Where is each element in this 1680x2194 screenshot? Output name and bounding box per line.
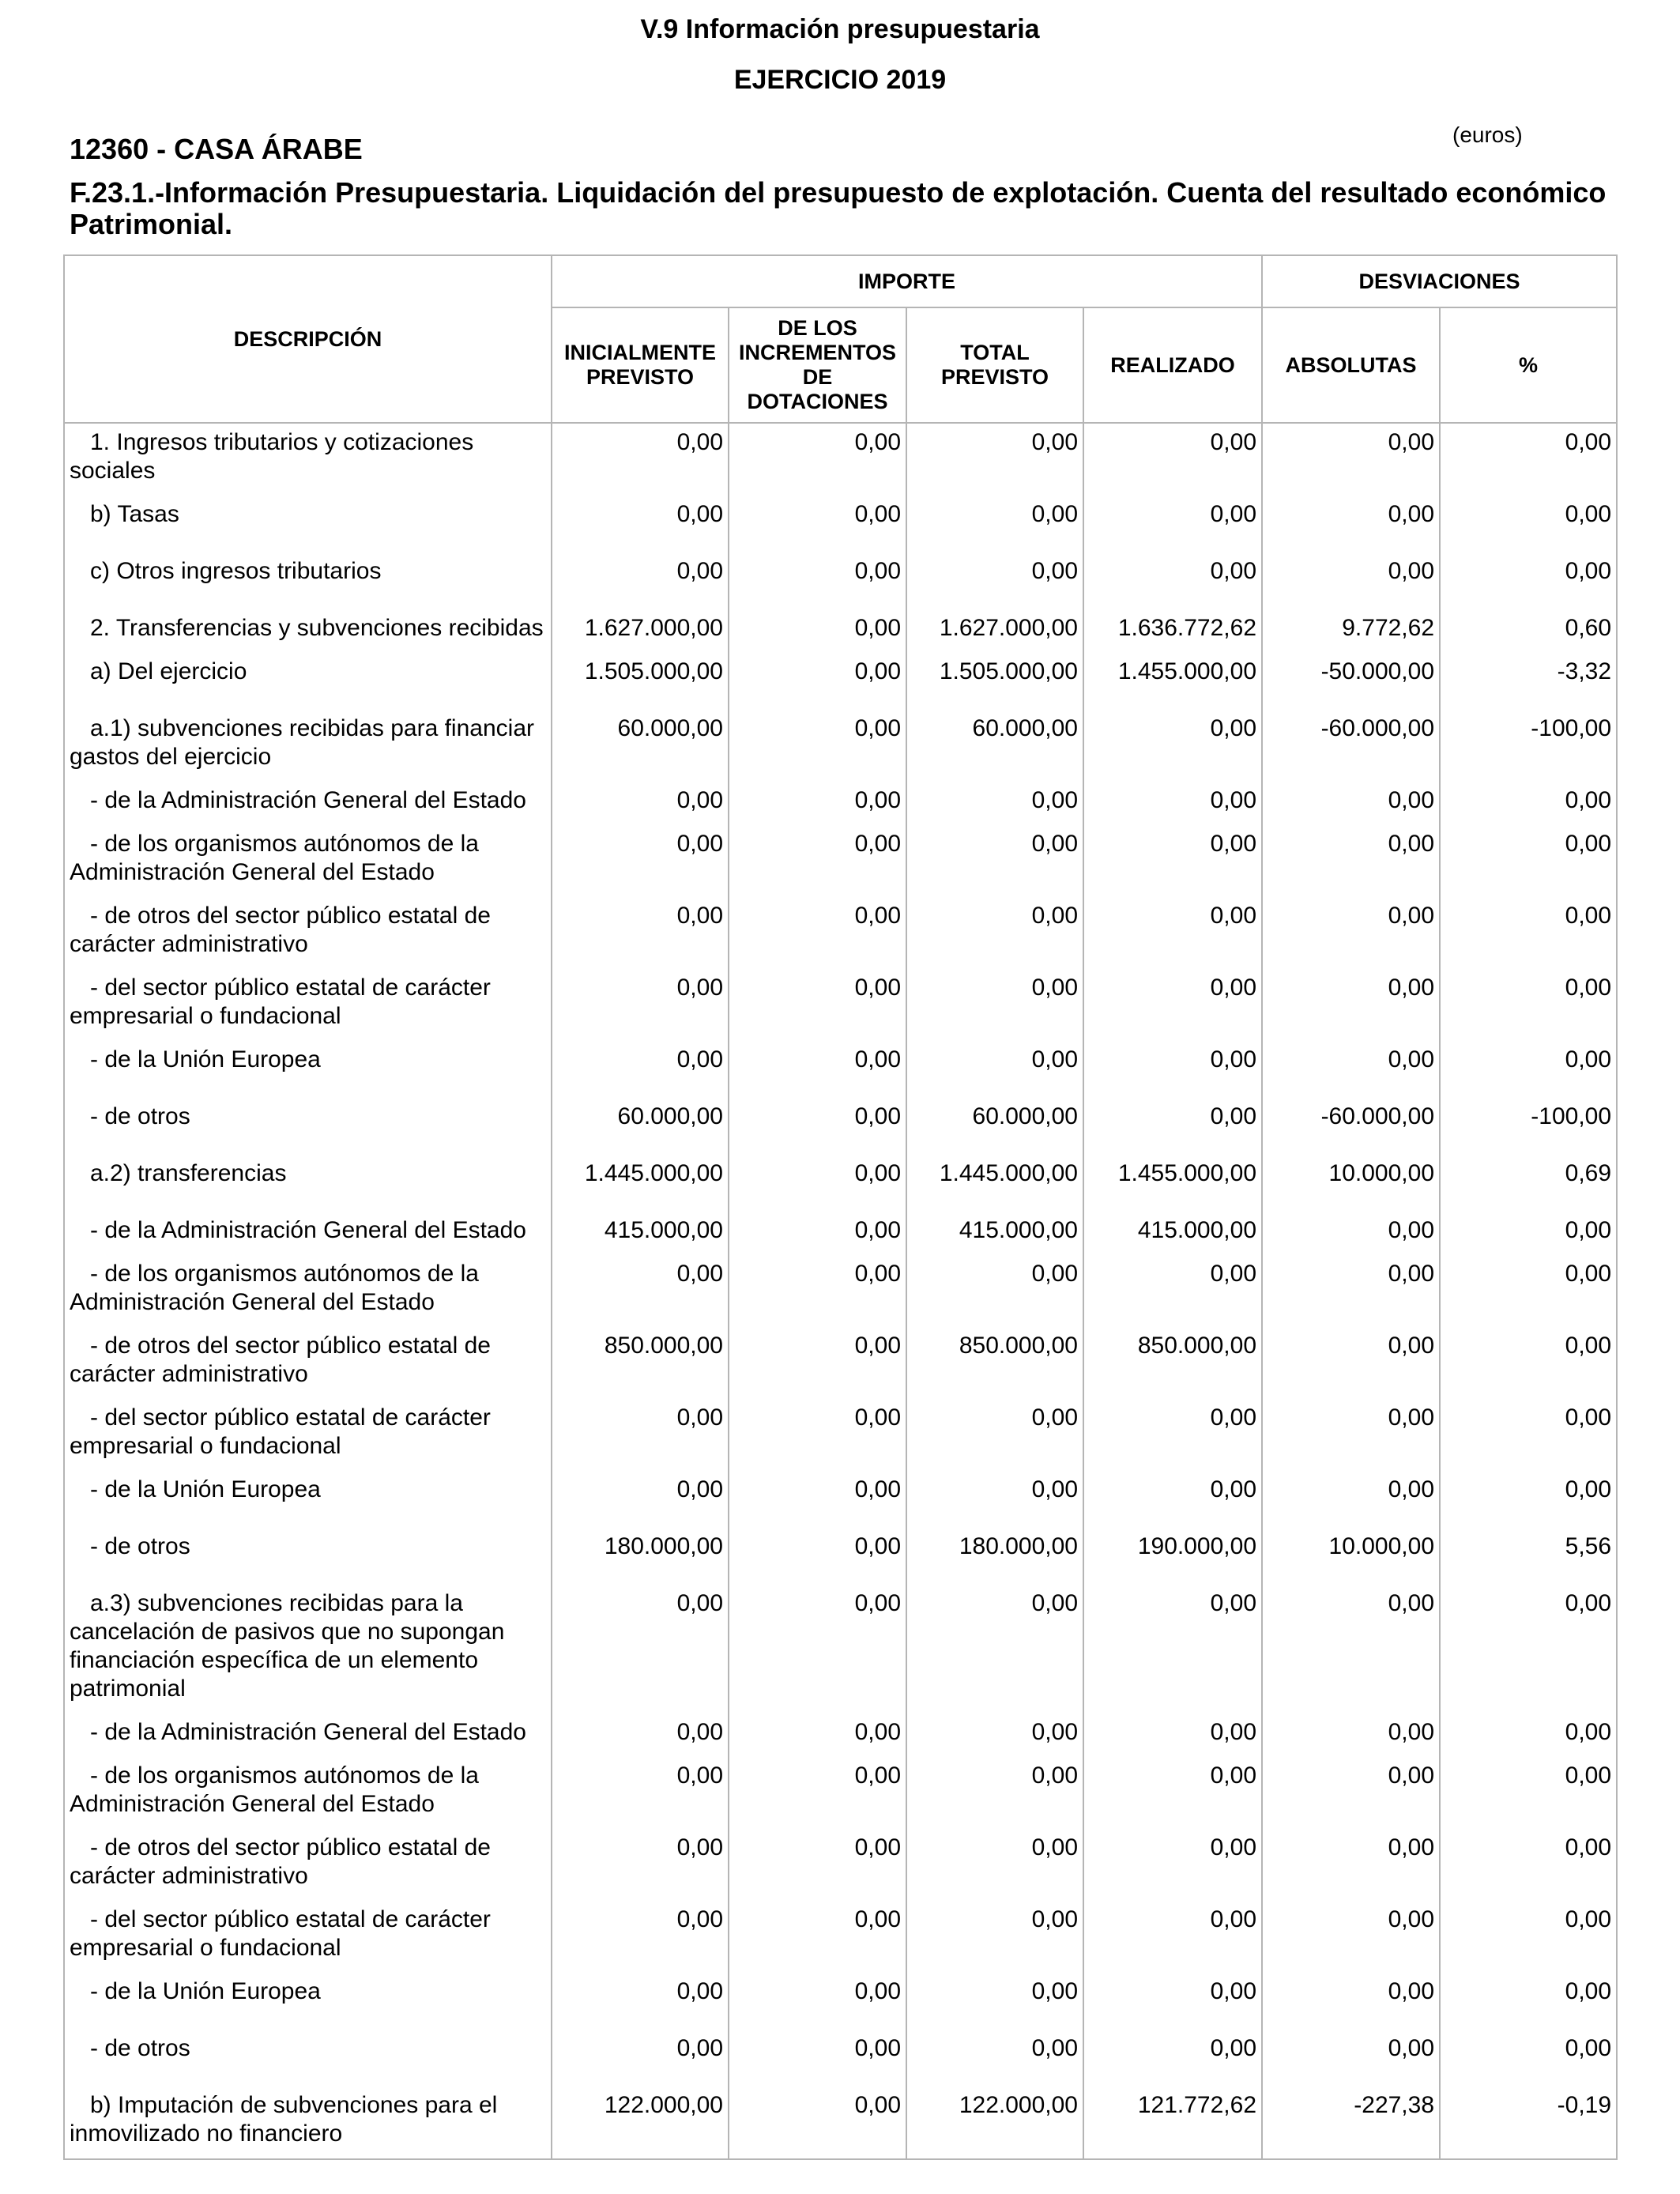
row-description: 2. Transferencias y subvenciones recibidas — [64, 609, 552, 653]
cell-total-previsto: 0,00 — [906, 1399, 1083, 1471]
row-description: c) Otros ingresos tributarios — [64, 552, 552, 609]
cell-realizado: 0,00 — [1083, 897, 1262, 969]
cell-incrementos-dotaciones: 0,00 — [729, 1212, 906, 1255]
cell-incrementos-dotaciones: 0,00 — [729, 1528, 906, 1585]
cell-incrementos-dotaciones: 0,00 — [729, 969, 906, 1041]
cell-incrementos-dotaciones: 0,00 — [729, 1901, 906, 1973]
cell-realizado: 0,00 — [1083, 1471, 1262, 1528]
group-header-desviaciones: DESVIACIONES — [1262, 255, 1617, 307]
cell-total-previsto: 60.000,00 — [906, 710, 1083, 782]
cell-absolutas: 0,00 — [1262, 1829, 1440, 1901]
cell-percent: 0,00 — [1440, 1585, 1617, 1713]
cell-percent: -100,00 — [1440, 710, 1617, 782]
cell-total-previsto: 60.000,00 — [906, 1098, 1083, 1155]
table-row — [64, 496, 1617, 552]
currency-units-label: (euros) — [1452, 123, 1523, 147]
cell-percent: 0,00 — [1440, 782, 1617, 825]
row-description: - de otros del sector público estatal de carácter administrativo — [64, 897, 552, 969]
row-description: - del sector público estatal de carácter empresarial o fundacional — [64, 969, 552, 1041]
cell-inicialmente-previsto: 0,00 — [552, 1585, 729, 1713]
cell-realizado: 850.000,00 — [1083, 1327, 1262, 1399]
cell-total-previsto: 1.505.000,00 — [906, 653, 1083, 710]
cell-absolutas: 0,00 — [1262, 2030, 1440, 2087]
cell-realizado: 0,00 — [1083, 1713, 1262, 1757]
cell-inicialmente-previsto: 0,00 — [552, 1471, 729, 1528]
cell-total-previsto: 0,00 — [906, 2030, 1083, 2087]
cell-realizado: 0,00 — [1083, 969, 1262, 1041]
table-row — [64, 1471, 1617, 1528]
cell-realizado: 0,00 — [1083, 423, 1262, 496]
cell-inicialmente-previsto: 0,00 — [552, 552, 729, 609]
cell-percent: 0,60 — [1440, 609, 1617, 653]
cell-percent: 0,00 — [1440, 897, 1617, 969]
row-description: - de la Unión Europea — [64, 1471, 552, 1528]
cell-inicialmente-previsto: 850.000,00 — [552, 1327, 729, 1399]
cell-incrementos-dotaciones: 0,00 — [729, 423, 906, 496]
cell-realizado: 1.455.000,00 — [1083, 1155, 1262, 1212]
cell-total-previsto: 0,00 — [906, 825, 1083, 897]
cell-incrementos-dotaciones: 0,00 — [729, 1585, 906, 1713]
cell-percent: 0,00 — [1440, 1713, 1617, 1757]
cell-percent: 0,00 — [1440, 969, 1617, 1041]
cell-inicialmente-previsto: 0,00 — [552, 1829, 729, 1901]
cell-inicialmente-previsto: 0,00 — [552, 897, 729, 969]
cell-inicialmente-previsto: 0,00 — [552, 2030, 729, 2087]
table-row — [64, 2087, 1617, 2159]
cell-total-previsto: 0,00 — [906, 782, 1083, 825]
table-row — [64, 1973, 1617, 2030]
cell-realizado: 415.000,00 — [1083, 1212, 1262, 1255]
row-description: - de la Administración General del Estado — [64, 1713, 552, 1757]
cell-absolutas: 9.772,62 — [1262, 609, 1440, 653]
column-header-incrementos-dotaciones: DE LOS INCREMENTOS DE DOTACIONES — [729, 307, 906, 423]
cell-realizado: 1.636.772,62 — [1083, 609, 1262, 653]
cell-percent: 0,00 — [1440, 1757, 1617, 1829]
table-row — [64, 1901, 1617, 1973]
cell-total-previsto: 0,00 — [906, 897, 1083, 969]
cell-realizado: 0,00 — [1083, 1399, 1262, 1471]
cell-total-previsto: 1.445.000,00 — [906, 1155, 1083, 1212]
cell-absolutas: 0,00 — [1262, 552, 1440, 609]
cell-realizado: 0,00 — [1083, 825, 1262, 897]
cell-inicialmente-previsto: 1.505.000,00 — [552, 653, 729, 710]
cell-realizado: 0,00 — [1083, 1829, 1262, 1901]
cell-percent: 0,00 — [1440, 1212, 1617, 1255]
cell-absolutas: -60.000,00 — [1262, 1098, 1440, 1155]
table-row — [64, 897, 1617, 969]
table-row — [64, 1255, 1617, 1327]
cell-total-previsto: 0,00 — [906, 1901, 1083, 1973]
cell-incrementos-dotaciones: 0,00 — [729, 1155, 906, 1212]
cell-percent: 0,00 — [1440, 1399, 1617, 1471]
cell-percent: 0,00 — [1440, 2030, 1617, 2087]
row-description: a.3) subvenciones recibidas para la cancelación de pasivos que no supongan financiación específica de un elemento patrimonial — [64, 1585, 552, 1713]
cell-incrementos-dotaciones: 0,00 — [729, 2087, 906, 2159]
table-row — [64, 609, 1617, 653]
cell-total-previsto: 0,00 — [906, 1471, 1083, 1528]
cell-absolutas: 0,00 — [1262, 825, 1440, 897]
row-description: a.1) subvenciones recibidas para financiar gastos del ejercicio — [64, 710, 552, 782]
row-description: - de la Unión Europea — [64, 1973, 552, 2030]
report-subtitle: F.23.1.-Información Presupuestaria. Liquidación del presupuesto de explotación. Cuenta del resultado económico Patrimonial. — [70, 176, 1607, 240]
cell-percent: 5,56 — [1440, 1528, 1617, 1585]
table-row — [64, 423, 1617, 496]
cell-inicialmente-previsto: 0,00 — [552, 782, 729, 825]
cell-inicialmente-previsto: 1.445.000,00 — [552, 1155, 729, 1212]
table-row — [64, 1713, 1617, 1757]
cell-inicialmente-previsto: 0,00 — [552, 1713, 729, 1757]
entity-heading: 12360 - CASA ÁRABE — [70, 133, 363, 165]
table-row — [64, 1155, 1617, 1212]
table-row — [64, 710, 1617, 782]
cell-inicialmente-previsto: 0,00 — [552, 423, 729, 496]
cell-absolutas: 10.000,00 — [1262, 1528, 1440, 1585]
row-description: - de los organismos autónomos de la Administración General del Estado — [64, 1757, 552, 1829]
cell-incrementos-dotaciones: 0,00 — [729, 782, 906, 825]
cell-incrementos-dotaciones: 0,00 — [729, 897, 906, 969]
cell-realizado: 0,00 — [1083, 496, 1262, 552]
cell-inicialmente-previsto: 0,00 — [552, 1041, 729, 1098]
cell-absolutas: 0,00 — [1262, 1471, 1440, 1528]
row-description: - de los organismos autónomos de la Administración General del Estado — [64, 825, 552, 897]
cell-realizado: 0,00 — [1083, 1041, 1262, 1098]
column-header-total-previsto: TOTAL PREVISTO — [906, 307, 1083, 423]
cell-absolutas: 0,00 — [1262, 969, 1440, 1041]
cell-absolutas: 0,00 — [1262, 423, 1440, 496]
cell-total-previsto: 0,00 — [906, 1255, 1083, 1327]
document-title: V.9 Información presupuestaria — [640, 14, 1040, 44]
cell-absolutas: 0,00 — [1262, 1973, 1440, 2030]
table-row — [64, 2030, 1617, 2087]
cell-incrementos-dotaciones: 0,00 — [729, 710, 906, 782]
cell-inicialmente-previsto: 0,00 — [552, 969, 729, 1041]
cell-total-previsto: 0,00 — [906, 1757, 1083, 1829]
table-row — [64, 969, 1617, 1041]
table-row — [64, 653, 1617, 710]
cell-realizado: 0,00 — [1083, 552, 1262, 609]
cell-incrementos-dotaciones: 0,00 — [729, 552, 906, 609]
cell-percent: 0,00 — [1440, 423, 1617, 496]
cell-incrementos-dotaciones: 0,00 — [729, 1757, 906, 1829]
cell-inicialmente-previsto: 122.000,00 — [552, 2087, 729, 2159]
row-description: - de otros del sector público estatal de carácter administrativo — [64, 1829, 552, 1901]
cell-inicialmente-previsto: 60.000,00 — [552, 1098, 729, 1155]
table-row — [64, 1212, 1617, 1255]
cell-realizado: 121.772,62 — [1083, 2087, 1262, 2159]
cell-absolutas: 0,00 — [1262, 1212, 1440, 1255]
row-description: b) Tasas — [64, 496, 552, 552]
row-description: - de otros — [64, 1528, 552, 1585]
table-row — [64, 1327, 1617, 1399]
row-description: a.2) transferencias — [64, 1155, 552, 1212]
cell-inicialmente-previsto: 0,00 — [552, 1901, 729, 1973]
cell-total-previsto: 180.000,00 — [906, 1528, 1083, 1585]
cell-absolutas: -50.000,00 — [1262, 653, 1440, 710]
cell-absolutas: -227,38 — [1262, 2087, 1440, 2159]
cell-percent: 0,00 — [1440, 1901, 1617, 1973]
cell-incrementos-dotaciones: 0,00 — [729, 2030, 906, 2087]
cell-absolutas: 0,00 — [1262, 1327, 1440, 1399]
cell-total-previsto: 0,00 — [906, 1041, 1083, 1098]
cell-incrementos-dotaciones: 0,00 — [729, 1255, 906, 1327]
table-row — [64, 1098, 1617, 1155]
cell-realizado: 0,00 — [1083, 710, 1262, 782]
cell-realizado: 1.455.000,00 — [1083, 653, 1262, 710]
cell-percent: 0,00 — [1440, 1327, 1617, 1399]
group-header-importe: IMPORTE — [552, 255, 1262, 307]
column-header-percent: % — [1440, 307, 1617, 423]
cell-total-previsto: 415.000,00 — [906, 1212, 1083, 1255]
cell-incrementos-dotaciones: 0,00 — [729, 1829, 906, 1901]
cell-total-previsto: 0,00 — [906, 552, 1083, 609]
cell-absolutas: 0,00 — [1262, 1399, 1440, 1471]
cell-total-previsto: 0,00 — [906, 969, 1083, 1041]
cell-total-previsto: 0,00 — [906, 1829, 1083, 1901]
cell-absolutas: 0,00 — [1262, 1901, 1440, 1973]
cell-inicialmente-previsto: 0,00 — [552, 1399, 729, 1471]
cell-total-previsto: 1.627.000,00 — [906, 609, 1083, 653]
cell-percent: -3,32 — [1440, 653, 1617, 710]
cell-percent: 0,00 — [1440, 552, 1617, 609]
cell-realizado: 0,00 — [1083, 1255, 1262, 1327]
cell-realizado: 190.000,00 — [1083, 1528, 1262, 1585]
cell-absolutas: 0,00 — [1262, 1255, 1440, 1327]
cell-absolutas: 0,00 — [1262, 1757, 1440, 1829]
table-row — [64, 825, 1617, 897]
cell-absolutas: 0,00 — [1262, 1041, 1440, 1098]
cell-absolutas: 0,00 — [1262, 782, 1440, 825]
row-description: - del sector público estatal de carácter empresarial o fundacional — [64, 1399, 552, 1471]
cell-total-previsto: 0,00 — [906, 423, 1083, 496]
cell-realizado: 0,00 — [1083, 1585, 1262, 1713]
column-header-realizado: REALIZADO — [1083, 307, 1262, 423]
row-description: - de otros — [64, 1098, 552, 1155]
cell-total-previsto: 850.000,00 — [906, 1327, 1083, 1399]
cell-percent: -100,00 — [1440, 1098, 1617, 1155]
row-description: - de la Administración General del Estado — [64, 1212, 552, 1255]
row-description: 1. Ingresos tributarios y cotizaciones sociales — [64, 423, 552, 496]
cell-realizado: 0,00 — [1083, 1901, 1262, 1973]
cell-inicialmente-previsto: 0,00 — [552, 1973, 729, 2030]
table-row — [64, 552, 1617, 609]
cell-absolutas: 0,00 — [1262, 1713, 1440, 1757]
cell-incrementos-dotaciones: 0,00 — [729, 1973, 906, 2030]
cell-realizado: 0,00 — [1083, 1973, 1262, 2030]
table-row — [64, 1585, 1617, 1713]
cell-inicialmente-previsto: 0,00 — [552, 1255, 729, 1327]
cell-absolutas: 0,00 — [1262, 1585, 1440, 1713]
row-description: - de la Unión Europea — [64, 1041, 552, 1098]
cell-total-previsto: 0,00 — [906, 1973, 1083, 2030]
cell-incrementos-dotaciones: 0,00 — [729, 1041, 906, 1098]
cell-inicialmente-previsto: 1.627.000,00 — [552, 609, 729, 653]
table-row — [64, 1041, 1617, 1098]
row-description: - de los organismos autónomos de la Administración General del Estado — [64, 1255, 552, 1327]
column-header-absolutas: ABSOLUTAS — [1262, 307, 1440, 423]
cell-realizado: 0,00 — [1083, 1757, 1262, 1829]
budget-table — [63, 254, 1618, 2160]
cell-inicialmente-previsto: 180.000,00 — [552, 1528, 729, 1585]
cell-realizado: 0,00 — [1083, 782, 1262, 825]
row-description: a) Del ejercicio — [64, 653, 552, 710]
column-header-inicialmente-previsto: INICIALMENTE PREVISTO — [552, 307, 729, 423]
row-description: b) Imputación de subvenciones para el inmovilizado no financiero — [64, 2087, 552, 2159]
table-row — [64, 1528, 1617, 1585]
row-description: - del sector público estatal de carácter empresarial o fundacional — [64, 1901, 552, 1973]
fiscal-year-title: EJERCICIO 2019 — [733, 65, 947, 95]
cell-incrementos-dotaciones: 0,00 — [729, 496, 906, 552]
cell-absolutas: 10.000,00 — [1262, 1155, 1440, 1212]
cell-total-previsto: 0,00 — [906, 496, 1083, 552]
cell-percent: 0,00 — [1440, 1255, 1617, 1327]
row-description: - de otros del sector público estatal de carácter administrativo — [64, 1327, 552, 1399]
cell-incrementos-dotaciones: 0,00 — [729, 1098, 906, 1155]
cell-incrementos-dotaciones: 0,00 — [729, 653, 906, 710]
cell-incrementos-dotaciones: 0,00 — [729, 1713, 906, 1757]
cell-total-previsto: 0,00 — [906, 1713, 1083, 1757]
cell-absolutas: -60.000,00 — [1262, 710, 1440, 782]
cell-incrementos-dotaciones: 0,00 — [729, 1327, 906, 1399]
cell-percent: 0,00 — [1440, 825, 1617, 897]
cell-realizado: 0,00 — [1083, 2030, 1262, 2087]
cell-total-previsto: 0,00 — [906, 1585, 1083, 1713]
cell-absolutas: 0,00 — [1262, 496, 1440, 552]
row-description: - de la Administración General del Estado — [64, 782, 552, 825]
cell-percent: 0,69 — [1440, 1155, 1617, 1212]
cell-incrementos-dotaciones: 0,00 — [729, 1471, 906, 1528]
cell-absolutas: 0,00 — [1262, 897, 1440, 969]
cell-inicialmente-previsto: 415.000,00 — [552, 1212, 729, 1255]
cell-percent: 0,00 — [1440, 496, 1617, 552]
cell-inicialmente-previsto: 0,00 — [552, 496, 729, 552]
cell-total-previsto: 122.000,00 — [906, 2087, 1083, 2159]
cell-inicialmente-previsto: 60.000,00 — [552, 710, 729, 782]
cell-percent: 0,00 — [1440, 1041, 1617, 1098]
row-description: - de otros — [64, 2030, 552, 2087]
cell-inicialmente-previsto: 0,00 — [552, 825, 729, 897]
cell-realizado: 0,00 — [1083, 1098, 1262, 1155]
column-header-descripcion: DESCRIPCIÓN — [64, 255, 552, 423]
cell-percent: 0,00 — [1440, 1471, 1617, 1528]
cell-incrementos-dotaciones: 0,00 — [729, 609, 906, 653]
cell-percent: -0,19 — [1440, 2087, 1617, 2159]
cell-incrementos-dotaciones: 0,00 — [729, 1399, 906, 1471]
table-row — [64, 1757, 1617, 1829]
table-row — [64, 1399, 1617, 1471]
cell-incrementos-dotaciones: 0,00 — [729, 825, 906, 897]
cell-percent: 0,00 — [1440, 1973, 1617, 2030]
cell-percent: 0,00 — [1440, 1829, 1617, 1901]
table-row — [64, 782, 1617, 825]
table-row — [64, 1829, 1617, 1901]
cell-inicialmente-previsto: 0,00 — [552, 1757, 729, 1829]
